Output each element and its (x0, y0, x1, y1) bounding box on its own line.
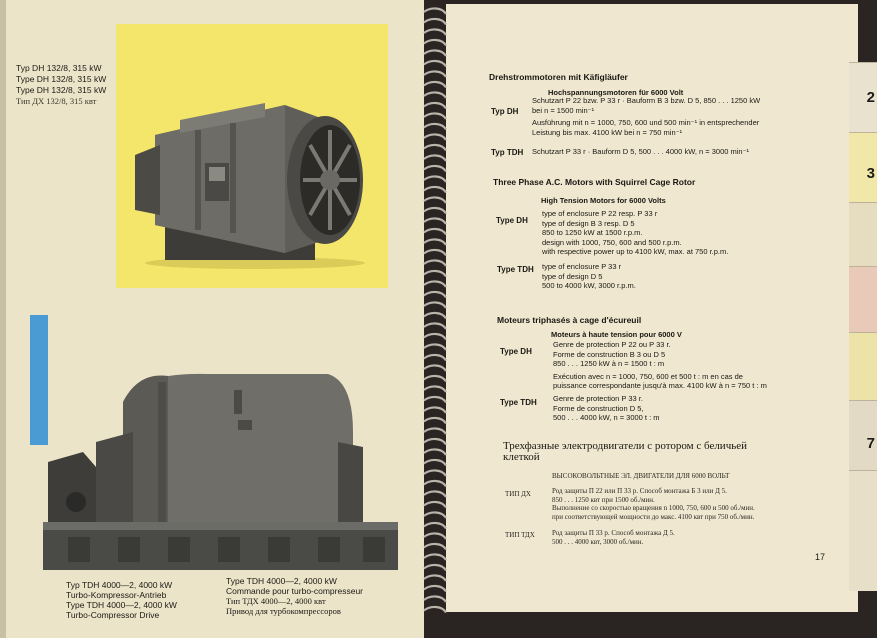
caption-line: Привод для турбокомпрессоров (226, 606, 341, 616)
spiral-coil (424, 134, 446, 140)
spiral-coil (424, 344, 446, 350)
text-line: Forme de construction B 3 ou D 5 (553, 349, 666, 359)
english-subtitle: High Tension Motors for 6000 Volts (541, 196, 666, 205)
german-tdh-text: Schutzart P 33 r · Bauform D 5, 500 . . . 4000 kW, n = 3000 min⁻¹ (532, 147, 750, 156)
spiral-coil (424, 397, 446, 403)
text-line: type of enclosure P 33 r (542, 262, 622, 271)
english-dh-text (542, 209, 728, 257)
text-line: Род защиты П 33 р. Способ монтажа Д 5. (552, 529, 675, 537)
text-line: 850 . . . 1250 квт при 1500 об./мин. (552, 495, 655, 504)
spiral-coil (424, 575, 446, 581)
spiral-coil (424, 491, 446, 497)
spiral-coil (424, 544, 446, 550)
spiral-coil (424, 596, 446, 602)
caption-line: Typ DH 132/8, 315 kW (16, 63, 102, 73)
spiral-coil (424, 40, 446, 46)
tab-number: 2 (866, 89, 875, 106)
text-line: design with 1000, 750, 600 and 500 r.p.m. (542, 237, 682, 247)
text-line: Род защиты П 22 или П 33 р. Способ монтажа Б 3 или Д 5. (552, 487, 727, 495)
index-tab[interactable] (849, 470, 877, 591)
spiral-coil (424, 439, 446, 445)
bottom-left-caption (66, 580, 177, 620)
spiral-coil (424, 565, 446, 571)
text-line: Выполнение со скоростью вращения n 1000, 750, 600 и 500 об./мин. (552, 504, 755, 512)
bottom-right-caption (226, 576, 363, 616)
spiral-coil (424, 208, 446, 214)
spiral-coil (424, 61, 446, 67)
russian-tdh-label: ТИП ТДХ (505, 531, 535, 539)
english-tdh-label: Type TDH (497, 265, 534, 274)
caption-line: Commande pour turbo-compresseur (226, 586, 364, 596)
french-dh-label: Type DH (500, 347, 532, 356)
spiral-coil (424, 502, 446, 508)
index-tab[interactable] (849, 400, 877, 471)
german-tdh-label: Typ TDH (491, 148, 524, 157)
french-tdh-label: Type TDH (500, 398, 537, 407)
text-line: Forme de construction D 5, (553, 403, 644, 413)
english-tdh-text (542, 262, 636, 291)
text-line: type of design B 3 resp. D 5 (542, 218, 635, 228)
spiral-coil (424, 586, 446, 592)
spiral-coil (424, 239, 446, 245)
russian-subtitle: ВЫСОКОВОЛЬТНЫЕ ЭЛ. ДВИГАТЕЛИ ДЛЯ 6000 ВОЛЬТ (552, 472, 730, 480)
text-line: 500 . . . 4000 квт, 3000 об./мин. (552, 537, 644, 546)
motor-tdh-photo (38, 372, 400, 572)
caption-line: Turbo-Kompressor-Antrieb (66, 590, 167, 600)
french-dh-text (553, 340, 767, 391)
spiral-coil (424, 533, 446, 539)
text-line: 500 to 4000 kW, 3000 r.p.m. (542, 281, 636, 290)
text-line: puissance correspondante jusqu'à max. 4100 kW à n = 750 t : m (553, 381, 767, 390)
english-title: Three Phase A.C. Motors with Squirrel Cage Rotor (493, 177, 696, 187)
spiral-coil (424, 554, 446, 560)
caption-line: Type DH 132/8, 315 kW (16, 85, 107, 95)
text-line: Genre de protection P 22 ou P 33 r. (553, 340, 671, 349)
spiral-coil (424, 407, 446, 413)
text-line: при соответствующей мощности до макс. 4100 квт при 750 об./мин. (552, 512, 755, 521)
text-line: Трехфазные электродвигатели с ротором с беличьей (503, 440, 748, 452)
spiral-coil (424, 29, 446, 35)
spiral-coil (424, 386, 446, 392)
spiral-coil (424, 197, 446, 203)
text-line: type of enclosure P 22 resp. P 33 r (542, 209, 658, 218)
text-line: 850 . . . 1250 kW à n = 1500 t : m (553, 359, 665, 368)
russian-title (503, 441, 747, 463)
russian-dh-text (552, 487, 755, 521)
text-line: Leistung bis max. 4100 kW bei n = 750 min⁻¹ (532, 127, 683, 137)
spiral-coil (424, 82, 446, 88)
spiral-coil (424, 323, 446, 329)
spiral-coil (424, 260, 446, 266)
caption-line: Typ TDH 4000—2, 4000 kW (66, 580, 173, 590)
spiral-coil (424, 187, 446, 193)
spiral-coil (424, 313, 446, 319)
text-line: Genre de protection P 33 r. (553, 394, 643, 403)
text-line: bei n = 1500 min⁻¹ (532, 105, 595, 115)
index-tab[interactable] (849, 62, 877, 133)
text-line: Ausführung mit n = 1000, 750, 600 und 500 min⁻¹ in entsprechender (532, 118, 760, 127)
spiral-coil (424, 449, 446, 455)
caption-line: Type TDH 4000—2, 4000 kW (226, 576, 337, 586)
text-line: 850 to 1250 kW at 1500 r.p.m. (542, 228, 643, 237)
german-subtitle: Hochspannungsmotoren für 6000 Volt (548, 88, 684, 97)
spiral-coil (424, 103, 446, 109)
spiral-coil (424, 218, 446, 224)
spiral-coil (424, 418, 446, 424)
spiral-coil (424, 355, 446, 361)
russian-tdh-text (552, 529, 675, 546)
spiral-coil (424, 481, 446, 487)
index-tab[interactable] (849, 266, 877, 333)
text-line: 500 . . . 4000 kW, n = 3000 t : m (553, 413, 660, 422)
caption-line: Тип ДХ 132/8, 315 квт (16, 96, 97, 106)
spiral-coil (424, 250, 446, 256)
spiral-coil (424, 292, 446, 298)
text-line: Exécution avec n = 1000, 750, 600 et 500 t : m en cas de (553, 371, 743, 381)
caption-line: Type TDH 4000—2, 4000 kW (66, 600, 177, 610)
spiral-coil (424, 523, 446, 529)
spiral-coil (424, 124, 446, 130)
text-line: Schutzart P 22 bzw. P 33 r · Bauform B 3 bzw. D 5, 850 . . . 1250 kW (532, 96, 761, 105)
motor-dh-photo (135, 95, 375, 270)
spiral-coil (424, 176, 446, 182)
russian-dh-label: ТИП ДХ (505, 490, 531, 498)
spiral-coil (424, 113, 446, 119)
german-dh-label: Typ DH (491, 107, 519, 116)
spiral-coil (424, 607, 446, 613)
spiral-coil (424, 19, 446, 25)
spiral-coil (424, 302, 446, 308)
index-tab[interactable] (849, 332, 877, 401)
spiral-coil (424, 8, 446, 14)
text-line: type of design D 5 (542, 271, 603, 281)
german-dh-text (532, 96, 760, 137)
top-motor-caption (16, 63, 106, 107)
spiral-coil (424, 166, 446, 172)
spiral-coil (424, 512, 446, 518)
spiral-coil (424, 470, 446, 476)
spiral-coil (424, 460, 446, 466)
spiral-coil (424, 92, 446, 98)
text-line: with respective power up to 4100 kW, max. at 750 r.p.m. (542, 247, 729, 256)
tab-number: 7 (866, 435, 875, 452)
spiral-coil (424, 229, 446, 235)
caption-line: Turbo-Compressor Drive (66, 610, 160, 620)
spiral-coil (424, 145, 446, 151)
spiral-coil (424, 271, 446, 277)
spiral-coil (424, 365, 446, 371)
french-title: Moteurs triphasés à cage d'écureuil (497, 315, 642, 325)
english-dh-label: Type DH (496, 216, 528, 225)
page-number: 17 (815, 552, 826, 562)
french-tdh-text (553, 394, 660, 423)
index-tabs (849, 62, 877, 622)
spiral-coil (424, 281, 446, 287)
caption-line: Type DH 132/8, 315 kW (16, 74, 107, 84)
spiral-coil (424, 334, 446, 340)
spiral-coil (424, 376, 446, 382)
tab-number: 3 (866, 165, 875, 182)
left-page-edge (0, 0, 6, 638)
spiral-binding (420, 6, 450, 622)
index-tab[interactable] (849, 132, 877, 203)
french-subtitle: Moteurs à haute tension pour 6000 V (551, 330, 682, 339)
text-line: клеткой (503, 451, 540, 463)
spiral-coil (424, 71, 446, 77)
spiral-coil (424, 155, 446, 161)
spiral-coil (424, 428, 446, 434)
index-tab[interactable] (849, 202, 877, 267)
spiral-coil (424, 50, 446, 56)
caption-line: Тип ТДХ 4000—2, 4000 квт (226, 596, 326, 606)
german-title: Drehstrommotoren mit Käfigläufer (489, 72, 628, 82)
